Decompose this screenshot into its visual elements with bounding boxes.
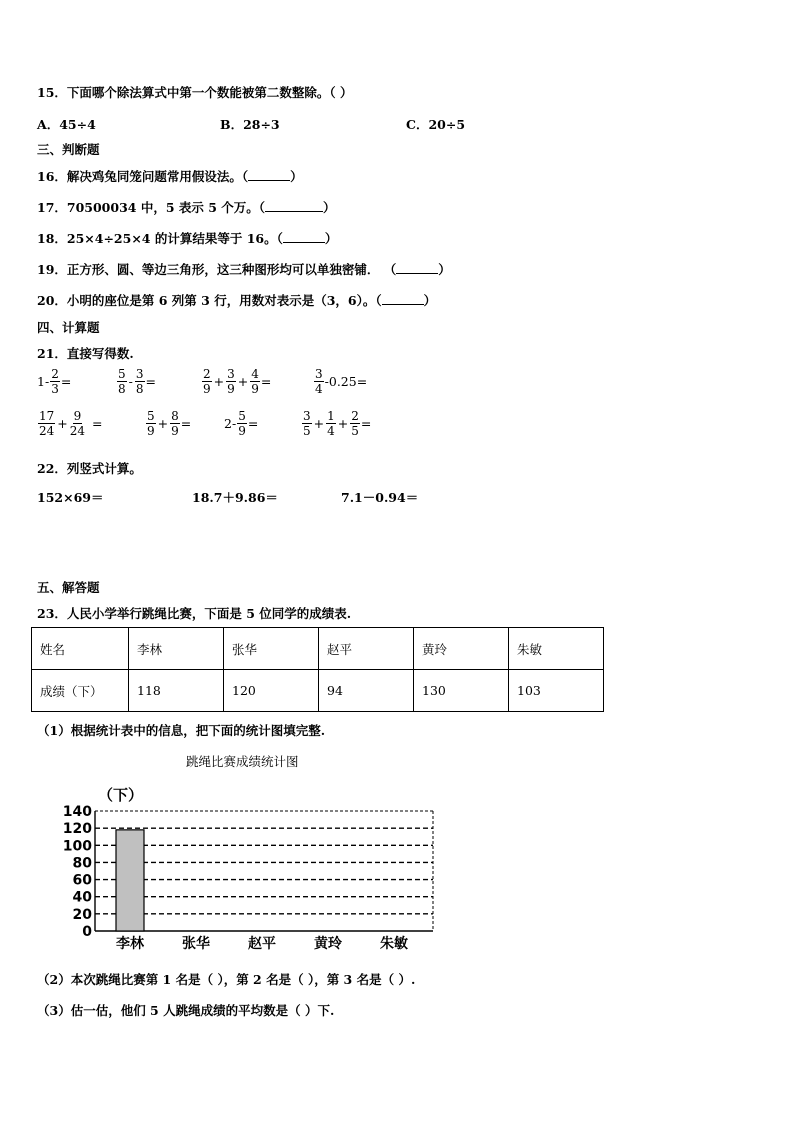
y-tick-label: 20 [72, 906, 92, 923]
table-header-row [32, 628, 604, 670]
fraction: $\frac{3}{9}$ [227, 367, 235, 396]
q20-answer-blank[interactable] [382, 293, 424, 305]
q20-text: 20．小明的座位是第 6 列第 3 行，用数对表示是（3，6）。（ [37, 293, 382, 308]
q18-answer-blank[interactable] [283, 231, 325, 243]
q17-text: 17．70500034 中，5 表示 5 个万。（ [37, 200, 266, 215]
table-cell: 黄玲 [414, 628, 509, 670]
fraction: $\frac{9}{24}$ [69, 409, 86, 438]
y-unit-label: （下） [98, 786, 144, 804]
q18-end: ） [324, 231, 338, 246]
section-4-heading: 四、计算题 [37, 320, 100, 335]
fraction: $\frac{2}{3}$ [51, 367, 59, 396]
y-tick-label: 120 [62, 821, 92, 838]
table-cell: 103 [509, 670, 604, 712]
bar-chart [60, 780, 450, 956]
q19-text: 19．正方形、圆、等边三角形，这三种图形均可以单独密铺． （ [37, 262, 397, 277]
q21-expr-1: 1- $\frac{2}{3}$ = [37, 367, 72, 396]
q23-sub3: （3）估一估，他们 5 人跳绳成绩的平均数是（ ）下. [37, 1003, 335, 1018]
q15-option-a[interactable]: A．45÷4 [37, 117, 96, 132]
table-cell: 130 [414, 670, 509, 712]
y-tick-label: 0 [82, 924, 92, 940]
x-tick-label: 李林 [116, 936, 144, 952]
chart-title: 跳绳比赛成绩统计图 [186, 754, 299, 769]
table-cell: 成绩（下） [32, 670, 129, 712]
bar-1 [116, 830, 144, 931]
q16-end: ） [290, 169, 303, 184]
q23-title: 23．人民小学举行跳绳比赛，下面是 5 位同学的成绩表. [37, 606, 352, 621]
q19-answer-blank[interactable] [396, 262, 438, 274]
table-cell: 赵平 [319, 628, 414, 670]
table-cell: 94 [319, 670, 414, 712]
fraction: $\frac{3}{8}$ [135, 367, 144, 396]
q15-option-b[interactable]: B．28÷3 [220, 117, 280, 132]
y-tick-label: 100 [62, 838, 92, 855]
q19-end: ） [438, 262, 451, 277]
q22-title: 22．列竖式计算。 [37, 461, 142, 476]
q21-expr-5: $\frac{17}{24}$ + $\frac{9}{24}$ = [39, 409, 103, 438]
q21-title: 21．直接写得数. [37, 346, 134, 361]
fraction: $\frac{5}{8}$ [118, 367, 126, 396]
fraction: $\frac{1}{4}$ [327, 409, 335, 438]
q18-line [37, 229, 337, 247]
y-tick-label: 80 [72, 855, 92, 872]
x-tick-label: 黄玲 [314, 936, 342, 952]
fraction: $\frac{5}{9}$ [147, 409, 155, 438]
fraction: $\frac{2}{5}$ [351, 409, 359, 438]
q23-sub1: （1）根据统计表中的信息，把下面的统计图填完整. [37, 723, 326, 738]
fraction: $\frac{3}{5}$ [303, 409, 311, 438]
q19-line [37, 260, 451, 278]
q21-expr-3: $\frac{2}{9}$ + $\frac{3}{9}$ + $\frac{4}{9}$ = [203, 367, 272, 396]
q16-answer-blank[interactable] [248, 169, 290, 181]
fraction: $\frac{8}{9}$ [171, 409, 179, 438]
q21-expr-4: $\frac{3}{4}$ -0.25= [315, 367, 368, 396]
table-cell: 120 [224, 670, 319, 712]
fraction: $\frac{5}{9}$ [238, 409, 246, 438]
x-tick-label: 张华 [182, 936, 210, 952]
q16-text: 16．解决鸡兔同笼问题常用假设法。（ [37, 169, 249, 184]
q22-item-1: 152×69＝ [37, 490, 104, 505]
q15-text: 15．下面哪个除法算式中第一个数能被第二数整除。（ ） [37, 85, 353, 100]
q21-expr-2: $\frac{5}{8}$ - $\frac{3}{8}$ = [118, 367, 156, 396]
q18-text: 18．25×4÷25×4 的计算结果等于 16。（ [37, 231, 283, 246]
q17-answer-blank[interactable] [265, 200, 323, 212]
q22-item-3: 7.1－0.94＝ [341, 490, 419, 505]
q20-line [37, 291, 436, 309]
q21-expr-8: $\frac{3}{5}$ + $\frac{1}{4}$ + $\frac{2}{5}$ = [303, 409, 372, 438]
fraction: $\frac{17}{24}$ [39, 409, 55, 438]
q21-expr-6: $\frac{5}{9}$ + $\frac{8}{9}$ = [147, 409, 192, 438]
q17-line [37, 198, 336, 216]
table-cell: 张华 [224, 628, 319, 670]
x-tick-label: 朱敏 [380, 936, 408, 952]
fraction: $\frac{2}{9}$ [203, 367, 211, 396]
table-cell: 朱敏 [509, 628, 604, 670]
table-cell: 姓名 [32, 628, 129, 670]
score-table [31, 627, 604, 712]
table-cell: 118 [129, 670, 224, 712]
table-row [32, 670, 604, 712]
table-cell: 李林 [129, 628, 224, 670]
q22-item-2: 18.7＋9.86＝ [192, 490, 278, 505]
section-3-heading: 三、判断题 [37, 142, 100, 157]
q17-end: ） [323, 200, 336, 215]
y-tick-label: 60 [72, 872, 92, 889]
q15-option-c[interactable]: C．20÷5 [406, 117, 466, 132]
y-tick-label: 40 [72, 889, 92, 906]
q23-sub2: （2）本次跳绳比赛第 1 名是（ ），第 2 名是（ ），第 3 名是（ ）. [37, 972, 416, 987]
q21-expr-7: 2- $\frac{5}{9}$ = [224, 409, 259, 438]
q16-line [37, 167, 303, 185]
y-tick-label: 140 [62, 804, 92, 820]
fraction: $\frac{4}{9}$ [251, 367, 259, 396]
x-tick-label: 赵平 [248, 936, 276, 952]
q20-end: ） [423, 293, 437, 308]
fraction: $\frac{3}{4}$ [315, 367, 323, 396]
section-5-heading: 五、解答题 [37, 580, 100, 595]
